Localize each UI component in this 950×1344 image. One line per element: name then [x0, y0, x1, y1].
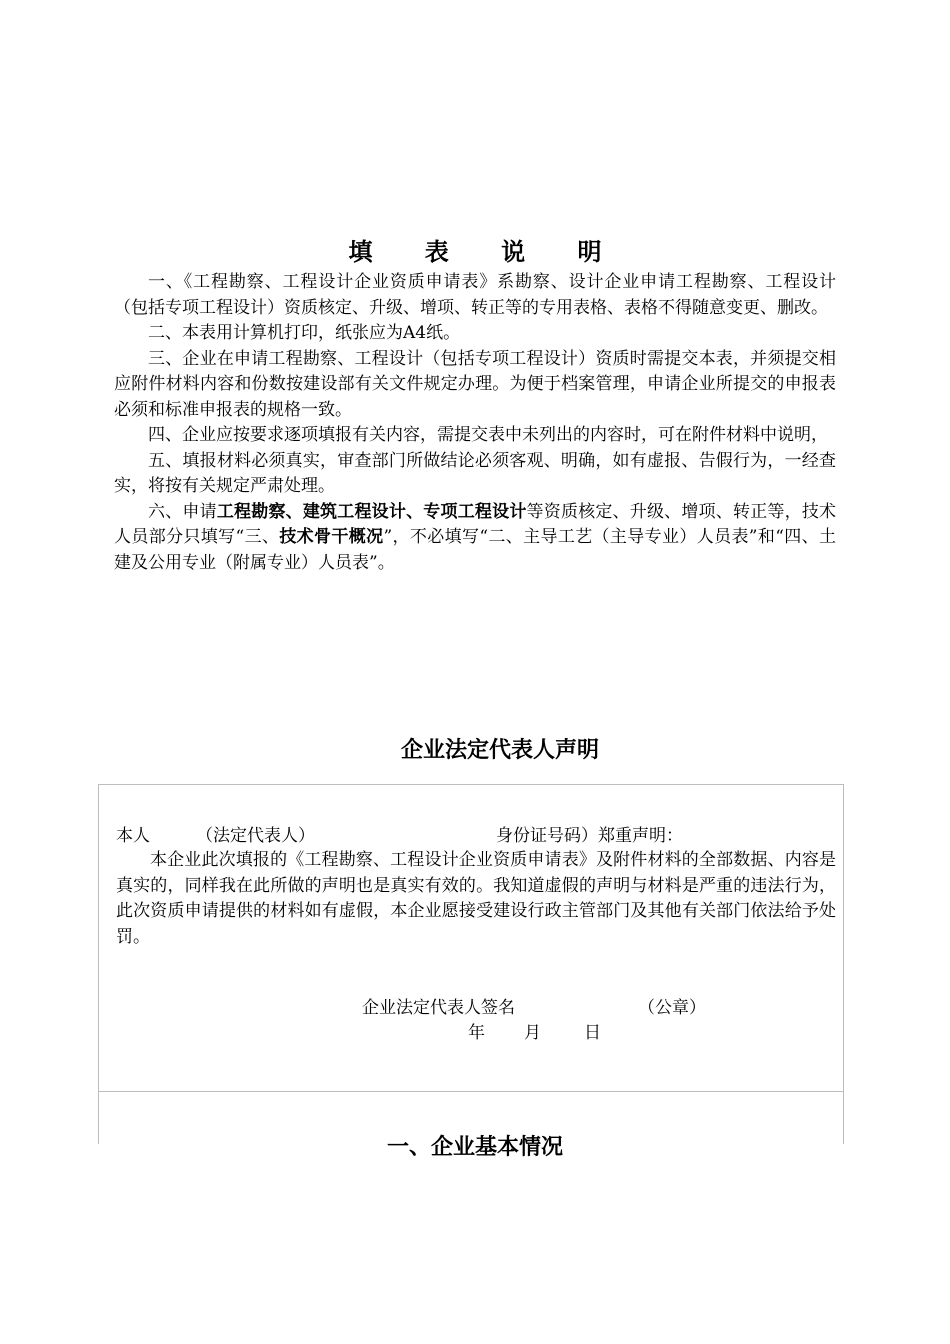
instruction-item-3: 三、企业在申请工程勘察、工程设计（包括专项工程设计）资质时需提交本表，并须提交相应附件材料内容和份数按建设部有关文件规定办理。为便于档案管理，申请企业所提交的申报表必须和标准申报表的规格一致。 [114, 348, 836, 420]
date-month-label: 月 [524, 1023, 541, 1043]
declaration-statement: 本企业此次填报的《工程勘察、工程设计企业资质申请表》及附件材料的全部数据、内容是真实的，同样我在此所做的声明也是真实有效的。我知道虚假的声明与材料是严重的违法行为，此次资质申请提供的材料如有虚假，本企业愿接受建设行政主管部门及其他有关部门依法给予处罚。 [116, 850, 836, 947]
declaration-title: 企业法定代表人声明 [400, 737, 599, 763]
instruction-item-6-text-a: 六、申请 [148, 501, 217, 522]
instruction-item-4: 四、企业应按要求逐项填报有关内容，需提交表中未列出的内容时，可在附件材料中说明， [148, 425, 828, 445]
instructions-body [114, 270, 836, 576]
instruction-item-1: 一、《工程勘察、工程设计企业资质申请表》系勘察、设计企业申请工程勘察、工程设计（包括专项工程设计）资质核定、升级、增项、转正等的专用表格、表格不得随意变更、删改。 [114, 272, 836, 318]
date-day-label: 日 [584, 1023, 601, 1043]
instructions-title: 填 表 说 明 [348, 237, 624, 266]
instruction-item-6-bold-b: 技术骨干概况 [279, 527, 384, 547]
declaration-self-label: 本人 [116, 826, 150, 846]
signature-label: 企业法定代表人签名 [362, 998, 515, 1018]
date-year-label: 年 [468, 1023, 485, 1043]
declaration-legal-rep-label: （法定代表人） [196, 826, 315, 846]
seal-label: （公章） [638, 998, 706, 1018]
section-basic-info-title: 一、企业基本情况 [386, 1134, 563, 1160]
instruction-item-6 [114, 500, 836, 577]
date-line [468, 1021, 601, 1045]
declaration-id-number-label: 身份证号码）郑重声明： [496, 826, 683, 846]
instruction-item-6-text-b: 等资质核定、升级、增项、转正等，技术人员部分只填写“三、 [114, 501, 837, 547]
instruction-item-6-text-c: ”，不必填写“二、主导工艺（主导专业）人员表”和“四、土建及公用专业（附属专业）人员表”。 [114, 527, 836, 573]
instruction-item-5: 五、填报材料必须真实，审查部门所做结论必须客观、明确，如有虚报、告假行为，一经查实，将按有关规定严肃处理。 [114, 450, 836, 496]
instruction-item-2: 二、本表用计算机打印，纸张应为A4纸。 [148, 323, 461, 343]
instruction-item-6-bold-a: 工程勘察、建筑工程设计、专项工程设计 [216, 501, 527, 522]
